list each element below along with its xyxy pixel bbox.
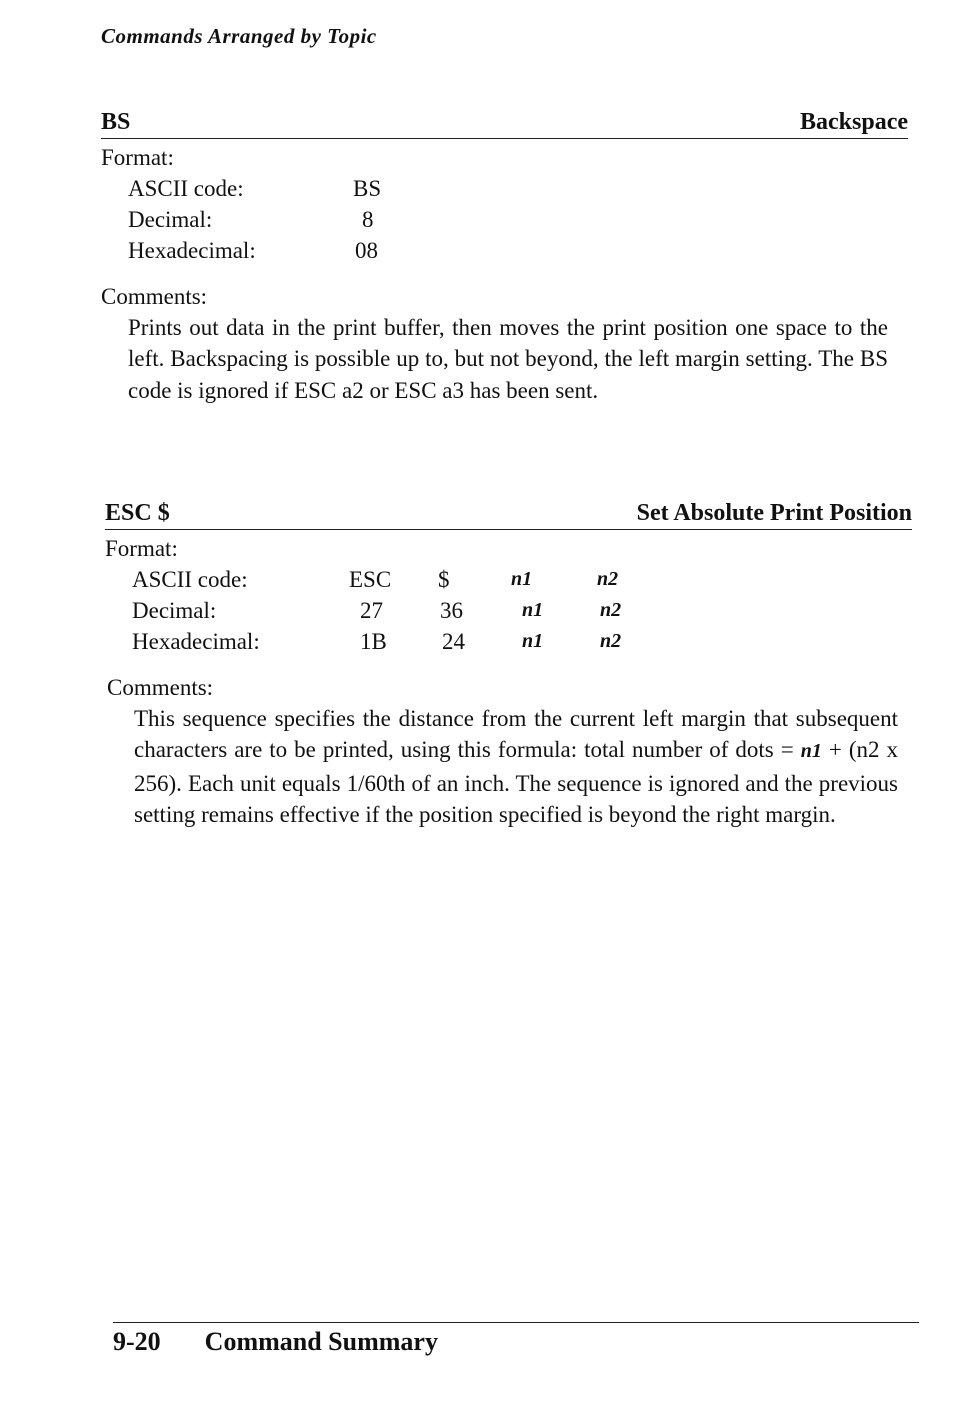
format-table (105, 564, 912, 657)
page-footer (113, 1326, 438, 1358)
command-code: BS (101, 109, 131, 135)
row-value: n1 (511, 568, 533, 590)
row-label: Hexadecimal: (128, 238, 256, 263)
row-value: n2 (600, 630, 622, 652)
row-value: 8 (362, 207, 374, 232)
row-value: n1 (522, 599, 544, 621)
command-name: Set Absolute Print Position (636, 500, 912, 526)
format-row (105, 626, 912, 657)
format-row (105, 564, 912, 595)
row-value: 1B (360, 629, 387, 654)
row-label: ASCII code: (132, 567, 248, 592)
format-row (101, 204, 908, 235)
running-head: Commands Arranged by Topic (101, 24, 377, 48)
comments-label: Comments: (101, 284, 208, 309)
row-value: 24 (442, 629, 465, 654)
format-row (101, 235, 908, 266)
chapter-title: Command Summary (204, 1327, 438, 1356)
row-label: Hexadecimal: (132, 629, 260, 654)
command-name: Backspace (800, 109, 908, 135)
row-value: $ (438, 567, 450, 592)
section-header (105, 499, 912, 530)
row-value: BS (353, 176, 382, 201)
row-value: ESC (349, 567, 392, 592)
row-value: n1 (522, 630, 544, 652)
format-label: Format: (105, 536, 178, 561)
row-value: 08 (355, 238, 378, 263)
footer-rule (113, 1322, 919, 1323)
page-number: 9-20 (113, 1327, 161, 1356)
row-label: Decimal: (132, 598, 217, 623)
row-value: 27 (360, 598, 383, 623)
format-table (101, 173, 908, 266)
section-esc-dollar (105, 499, 912, 830)
command-code: ESC $ (105, 500, 170, 526)
comments-part: This sequence specifies the distance from the current left margin that subsequent characters are to be printed, using this formula: total number of dots = (134, 706, 898, 763)
row-value: 36 (440, 598, 463, 623)
comments-label: Comments: (107, 675, 214, 700)
row-label: Decimal: (128, 207, 213, 232)
comments-part: + (n2 x 256). Each unit equals 1/60th of an inch. The sequence is ignored and the previous setting remains effective if the position specified is beyond the right margin. (134, 737, 898, 827)
format-label: Format: (101, 145, 174, 170)
section-header (101, 108, 908, 139)
formula-variable: n1 (800, 740, 822, 763)
row-value: n2 (597, 568, 619, 590)
format-row (101, 173, 908, 204)
comments-text: Prints out data in the print buffer, then moves the print position one space to the left. Backspacing is possible up to, but not beyond, the left margin setting. The BS code is ignored if ESC a2 or ESC a3 has been sent. (128, 315, 888, 403)
row-value: n2 (600, 599, 622, 621)
comments-text (134, 703, 898, 830)
section-bs (101, 108, 908, 406)
format-row (105, 595, 912, 626)
row-label: ASCII code: (128, 176, 244, 201)
